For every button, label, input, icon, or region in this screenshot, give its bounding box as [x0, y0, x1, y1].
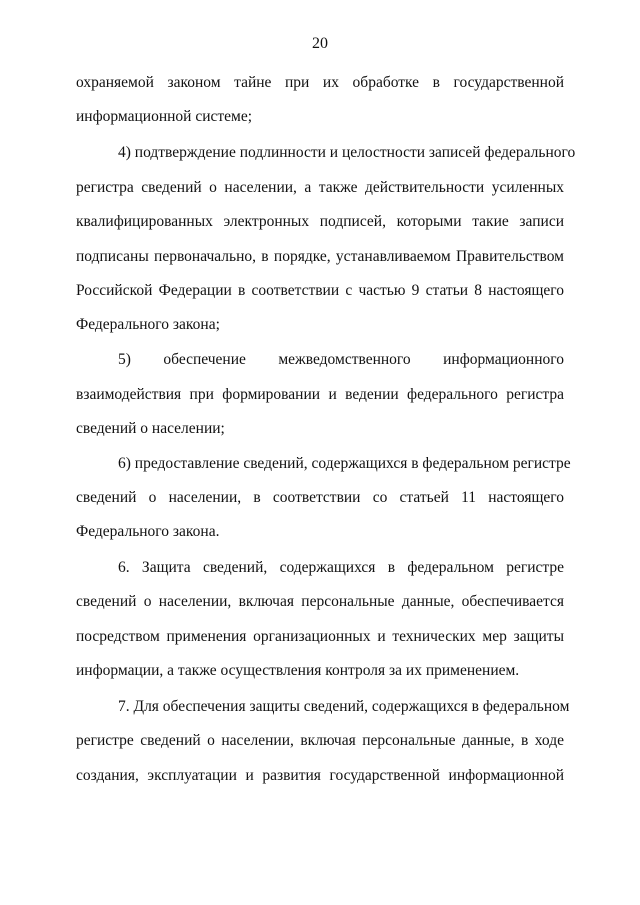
text-line: 4) подтверждение подлинности и целостности записей федерального: [118, 144, 576, 161]
text-line: сведений о населении, в соответствии со статьей 11 настоящего: [76, 489, 564, 506]
text-line: регистре сведений о населении, включая персональные данные, в ходе: [76, 732, 564, 749]
text-line: 7. Для обеспечения защиты сведений, содержащихся в федеральном: [118, 698, 570, 715]
text-line: подписаны первоначально, в порядке, устанавливаемом Правительством: [76, 248, 564, 265]
page-number: 20: [312, 35, 328, 52]
text-line: охраняемой законом тайне при их обработке в государственной: [76, 74, 564, 91]
text-line: квалифицированных электронных подписей, которыми такие записи: [76, 213, 564, 230]
text-line: взаимодействия при формировании и ведении федерального регистра: [76, 386, 564, 403]
text-line: посредством применения организационных и технических мер защиты: [76, 628, 564, 645]
text-line: Федерального закона;: [76, 316, 220, 333]
text-line: 5) обеспечение межведомственного информационного: [118, 351, 564, 368]
text-line: Федерального закона.: [76, 523, 220, 540]
text-line: сведений о населении, включая персональные данные, обеспечивается: [76, 593, 564, 610]
text-line: создания, эксплуатации и развития государственной информационной: [76, 767, 564, 784]
text-line: сведений о населении;: [76, 420, 225, 437]
text-line: регистра сведений о населении, а также действительности усиленных: [76, 179, 564, 196]
text-line: Российской Федерации в соответствии с частью 9 статьи 8 настоящего: [76, 282, 564, 299]
text-line: информационной системе;: [76, 108, 253, 125]
text-line: информации, а также осуществления контроля за их применением.: [76, 662, 520, 679]
text-line: 6. Защита сведений, содержащихся в федеральном регистре: [118, 559, 564, 576]
text-line: 6) предоставление сведений, содержащихся в федеральном регистре: [118, 455, 571, 472]
